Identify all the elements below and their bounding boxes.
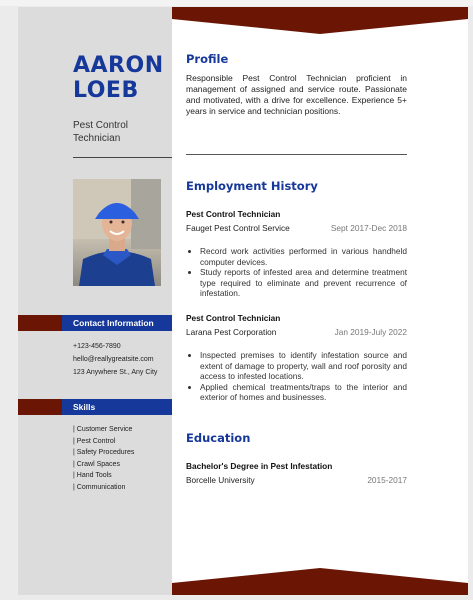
job-2-bullet: • Inspected premises to identify infestation source and extent of damage to property, wall and roof porosity and access to infested locations. bbox=[200, 350, 407, 382]
skill-item: | Communication bbox=[73, 482, 171, 494]
job-1-title: Pest Control Technician bbox=[186, 209, 281, 219]
contact-details bbox=[73, 340, 171, 379]
skills-heading: Skills bbox=[73, 402, 96, 412]
bottom-chevron-banner bbox=[172, 568, 468, 595]
skill-item: | Hand Tools bbox=[73, 470, 171, 482]
skill-item: | Pest Control bbox=[73, 436, 171, 448]
profile-photo bbox=[73, 179, 161, 286]
job-1-bullets bbox=[186, 246, 407, 299]
contact-heading: Contact Information bbox=[73, 318, 154, 328]
job-2-company-line bbox=[186, 327, 407, 337]
job-1-company: Fauget Pest Control Service bbox=[186, 223, 290, 233]
sidebar-divider bbox=[73, 157, 172, 158]
role-line-2: Technician bbox=[73, 133, 121, 144]
job-2-company: Larana Pest Corporation bbox=[186, 327, 277, 337]
job-1-bullet: • Record work activities performed in various handheld computer devices. bbox=[200, 246, 407, 267]
skills-list bbox=[73, 424, 171, 493]
job-1-dates: Sept 2017-Dec 2018 bbox=[330, 223, 407, 233]
education-school: Borcelle University bbox=[186, 475, 255, 485]
resume-page bbox=[18, 7, 468, 595]
contact-email: hello@reallygreatsite.com bbox=[73, 356, 154, 363]
education-school-line bbox=[186, 475, 407, 485]
employment-heading: Employment History bbox=[186, 179, 318, 193]
candidate-name bbox=[73, 53, 164, 103]
job-1-company-line bbox=[186, 223, 407, 233]
education-degree: Bachelor's Degree in Pest Infestation bbox=[186, 461, 333, 471]
skills-section-header bbox=[18, 399, 172, 415]
profile-summary: Responsible Pest Control Technician proficient in management of assigned and service route. Passionate and motivated, with a drive for excellence. Experience 5+ years in service and technician positions. bbox=[186, 73, 407, 116]
contact-section-header bbox=[18, 315, 172, 331]
top-chevron-banner bbox=[172, 7, 468, 34]
profile-heading: Profile bbox=[186, 52, 229, 66]
skills-header-accent bbox=[18, 399, 62, 415]
skill-item: | Crawl Spaces bbox=[73, 459, 171, 471]
name-last: LOEB bbox=[73, 78, 139, 103]
name-first: AARON bbox=[73, 53, 164, 78]
profile-divider bbox=[186, 154, 407, 155]
job-2-title: Pest Control Technician bbox=[186, 313, 281, 323]
role-line-1: Pest Control bbox=[73, 120, 129, 131]
contact-phone: +123-456-7890 bbox=[73, 343, 121, 350]
contact-header-accent bbox=[18, 315, 62, 331]
contact-address: 123 Anywhere St., Any City bbox=[73, 369, 158, 376]
job-1-bullet: • Study reports of infested area and determine treatment type required to eliminate and prevent recurrence of infestation. bbox=[200, 267, 407, 299]
job-2-dates: Jan 2019-July 2022 bbox=[334, 327, 407, 337]
education-heading: Education bbox=[186, 431, 251, 445]
candidate-role bbox=[73, 119, 168, 145]
skill-item: | Safety Procedures bbox=[73, 447, 171, 459]
skill-item: | Customer Service bbox=[73, 424, 171, 436]
education-dates: 2015-2017 bbox=[367, 475, 407, 485]
job-2-bullets bbox=[186, 350, 407, 403]
viewer-top-strip bbox=[0, 0, 473, 6]
job-2-bullet: • Applied chemical treatments/traps to the interior and exterior of homes and businesses. bbox=[200, 382, 407, 403]
